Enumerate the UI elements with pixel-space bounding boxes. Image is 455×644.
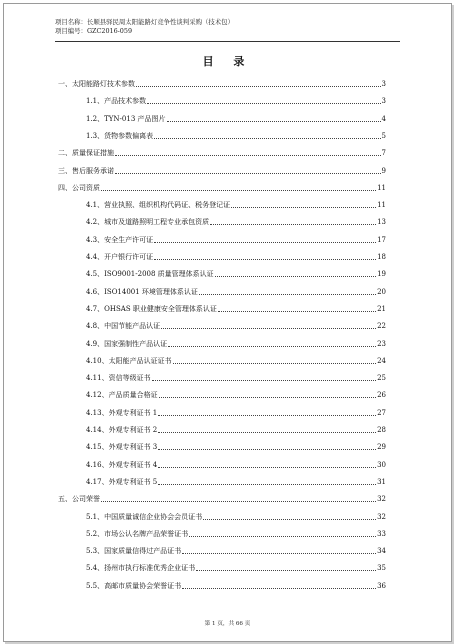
toc-leader-dots: [158, 415, 376, 416]
toc-leader-dots: [199, 294, 376, 295]
page-header: [55, 18, 400, 36]
toc-leader-dots: [167, 121, 381, 122]
toc-entry-page: 3: [381, 97, 386, 106]
toc-entry-label: 4.13、外观专利证书 1: [86, 408, 158, 417]
toc-leader-dots: [147, 103, 380, 104]
toc-entry-page: 32: [377, 495, 386, 504]
toc-entry-label: 4.4、开户银行许可证: [86, 253, 154, 261]
toc-entry-label: 5.2、市场公认名牌产品荣誉证书: [86, 529, 189, 538]
toc-entry-label: 二、质量保证措施: [58, 149, 114, 158]
toc-entry-page: 30: [377, 460, 386, 469]
toc-entry-page: 3: [381, 80, 386, 88]
toc-leader-dots: [152, 380, 376, 381]
toc-entry[interactable]: [86, 442, 386, 452]
header-divider: [55, 41, 400, 42]
toc-leader-dots: [161, 328, 376, 329]
toc-leader-dots: [182, 588, 376, 589]
toc-entry[interactable]: [86, 425, 386, 435]
toc-entry-label: 4.5、ISO9001-2008 质量管理体系认证: [86, 270, 214, 279]
toc-leader-dots: [101, 501, 376, 502]
toc-entry-page: 32: [377, 512, 386, 521]
toc-entry[interactable]: [86, 339, 386, 349]
toc-entry[interactable]: [86, 373, 386, 383]
toc-entry-page: 23: [377, 339, 386, 348]
toc-entry-label: 5.3、国家质量信得过产品证书: [86, 547, 182, 556]
toc-entry-page: 25: [377, 374, 386, 383]
toc-leader-dots: [210, 224, 376, 225]
toc-entry-page: 22: [377, 322, 386, 331]
toc-entry[interactable]: [86, 217, 386, 227]
toc-entry[interactable]: [86, 512, 386, 522]
toc-leader-dots: [173, 363, 376, 364]
toc-entry-page: 11: [377, 183, 386, 192]
toc-entry-label: 1.1、产品技术参数: [86, 97, 147, 106]
toc-entry-label: 5.5、高邮市质量协会荣誉证书: [86, 581, 182, 590]
toc-entry[interactable]: [58, 79, 386, 89]
toc-entry-page: 11: [377, 201, 386, 210]
toc-leader-dots: [203, 519, 376, 520]
toc-entry-page: 4: [381, 114, 386, 123]
toc-leader-dots: [154, 138, 380, 139]
toc-entry[interactable]: [86, 114, 386, 124]
toc-entry[interactable]: [86, 235, 386, 245]
toc-entry-page: 33: [377, 529, 386, 538]
toc-leader-dots: [158, 467, 376, 468]
toc-entry-label: 1.2、TYN-013 产品图片: [86, 114, 166, 123]
toc-entry-label: 4.9、国家强制性产品认证: [86, 339, 168, 348]
toc-leader-dots: [158, 449, 376, 450]
toc-leader-dots: [158, 484, 376, 485]
toc-entry-label: 4.1、营业执照、组织机构代码证、税务登记证: [86, 201, 231, 210]
toc-leader-dots: [101, 190, 376, 191]
toc-leader-dots: [158, 432, 376, 433]
toc-entry-page: 26: [377, 391, 386, 400]
toc-entry[interactable]: [86, 287, 386, 297]
toc-entry-page: 18: [377, 253, 386, 261]
toc-entry[interactable]: [86, 390, 386, 400]
project-code: 项目编号：GZC2016-059: [55, 27, 133, 35]
toc-entry-label: 4.3、安全生产许可证: [86, 235, 154, 244]
toc-entry-label: 4.14、外观专利证书 2: [86, 426, 158, 434]
toc-entry[interactable]: [58, 148, 386, 158]
toc-leader-dots: [231, 207, 376, 208]
toc-entry[interactable]: [86, 546, 386, 556]
toc-entry-page: 17: [377, 235, 386, 244]
toc-leader-dots: [136, 86, 381, 87]
toc-leader-dots: [115, 155, 381, 156]
toc-entry-page: 21: [377, 304, 386, 313]
toc-entry[interactable]: [86, 269, 386, 279]
toc-entry-page: 31: [377, 477, 386, 486]
toc-entry-label: 三、售后服务承诺: [58, 166, 114, 175]
toc-entry-label: 4.12、产品质量合格证: [86, 391, 158, 400]
toc-leader-dots: [159, 397, 376, 398]
toc-title: 目 录: [202, 55, 253, 68]
toc-entry-label: 四、公司资质: [58, 183, 100, 192]
toc-entry[interactable]: [86, 96, 386, 106]
toc-entry[interactable]: [86, 460, 386, 470]
toc-entry-page: 35: [377, 564, 386, 573]
toc-entry[interactable]: [86, 321, 386, 331]
toc-entry-label: 5.1、中国质量诚信企业协会会员证书: [86, 512, 203, 521]
toc-entry-page: 29: [377, 443, 386, 452]
toc-entry-label: 4.11、资信等级证书: [86, 374, 151, 383]
toc-leader-dots: [154, 259, 376, 260]
toc-entry-label: 1.3、货物参数偏离表: [86, 131, 154, 140]
toc-entry-page: 19: [377, 270, 386, 279]
toc-entry-label: 4.10、太阳能产品认证证书: [86, 356, 172, 365]
toc-entry-page: 9: [381, 166, 386, 175]
toc-entry[interactable]: [58, 183, 386, 193]
toc-leader-dots: [154, 242, 376, 243]
toc-entry-label: 4.7、OHSAS 职业健康安全管理体系认证: [86, 304, 217, 313]
toc-entry-label: 一、太阳能路灯技术参数: [58, 80, 135, 88]
toc-entry-label: 4.2、城市及道路照明工程专业承包资质: [86, 218, 210, 227]
toc-entry[interactable]: [86, 563, 386, 573]
project-name: 项目名称：长顺县驿民周太阳能路灯竞争性谈判采购（技术包）: [55, 18, 234, 26]
toc-entry-label: 4.6、ISO14001 环境管理体系认证: [86, 287, 198, 296]
toc-entry[interactable]: [86, 408, 386, 418]
toc-entry[interactable]: [58, 166, 386, 176]
toc-leader-dots: [168, 346, 376, 347]
toc-entry-label: 4.15、外观专利证书 3: [86, 443, 158, 452]
toc-entry-page: 13: [377, 218, 386, 227]
toc-entry[interactable]: [86, 304, 386, 314]
page-footer: 第 1 页，共 66 页: [204, 621, 251, 627]
toc-entry-label: 五、公司荣誉: [58, 495, 100, 504]
toc-entry-label: 4.16、外观专利证书 4: [86, 460, 158, 469]
toc-entry-label: 4.17、外观专利证书 5: [86, 477, 158, 486]
toc-entry-page: 36: [377, 581, 386, 590]
toc-entry[interactable]: [86, 529, 386, 539]
toc-entry[interactable]: [86, 200, 386, 210]
toc-entry-page: 27: [377, 408, 386, 417]
toc-entry-page: 20: [377, 287, 386, 296]
toc-leader-dots: [215, 276, 376, 277]
toc-entry[interactable]: [86, 477, 386, 487]
toc-entry-page: 28: [377, 426, 386, 434]
toc-leader-dots: [218, 311, 376, 312]
toc-entry[interactable]: [86, 581, 386, 591]
toc-entry-label: 4.8、中国节能产品认证: [86, 322, 161, 331]
toc-entry-label: 5.4、扬州市执行标准优秀企业证书: [86, 564, 196, 573]
toc-entry-page: 34: [377, 547, 386, 556]
toc-entry[interactable]: [58, 494, 386, 504]
toc-entry-page: 24: [377, 356, 386, 365]
toc-leader-dots: [189, 536, 376, 537]
toc-leader-dots: [182, 553, 376, 554]
toc-entry[interactable]: [86, 252, 386, 262]
toc-entry[interactable]: [86, 356, 386, 366]
toc-entry-page: 5: [381, 131, 386, 140]
toc-entry[interactable]: [86, 131, 386, 141]
toc-leader-dots: [115, 173, 381, 174]
toc-leader-dots: [196, 570, 376, 571]
toc-entry-page: 7: [381, 149, 386, 158]
